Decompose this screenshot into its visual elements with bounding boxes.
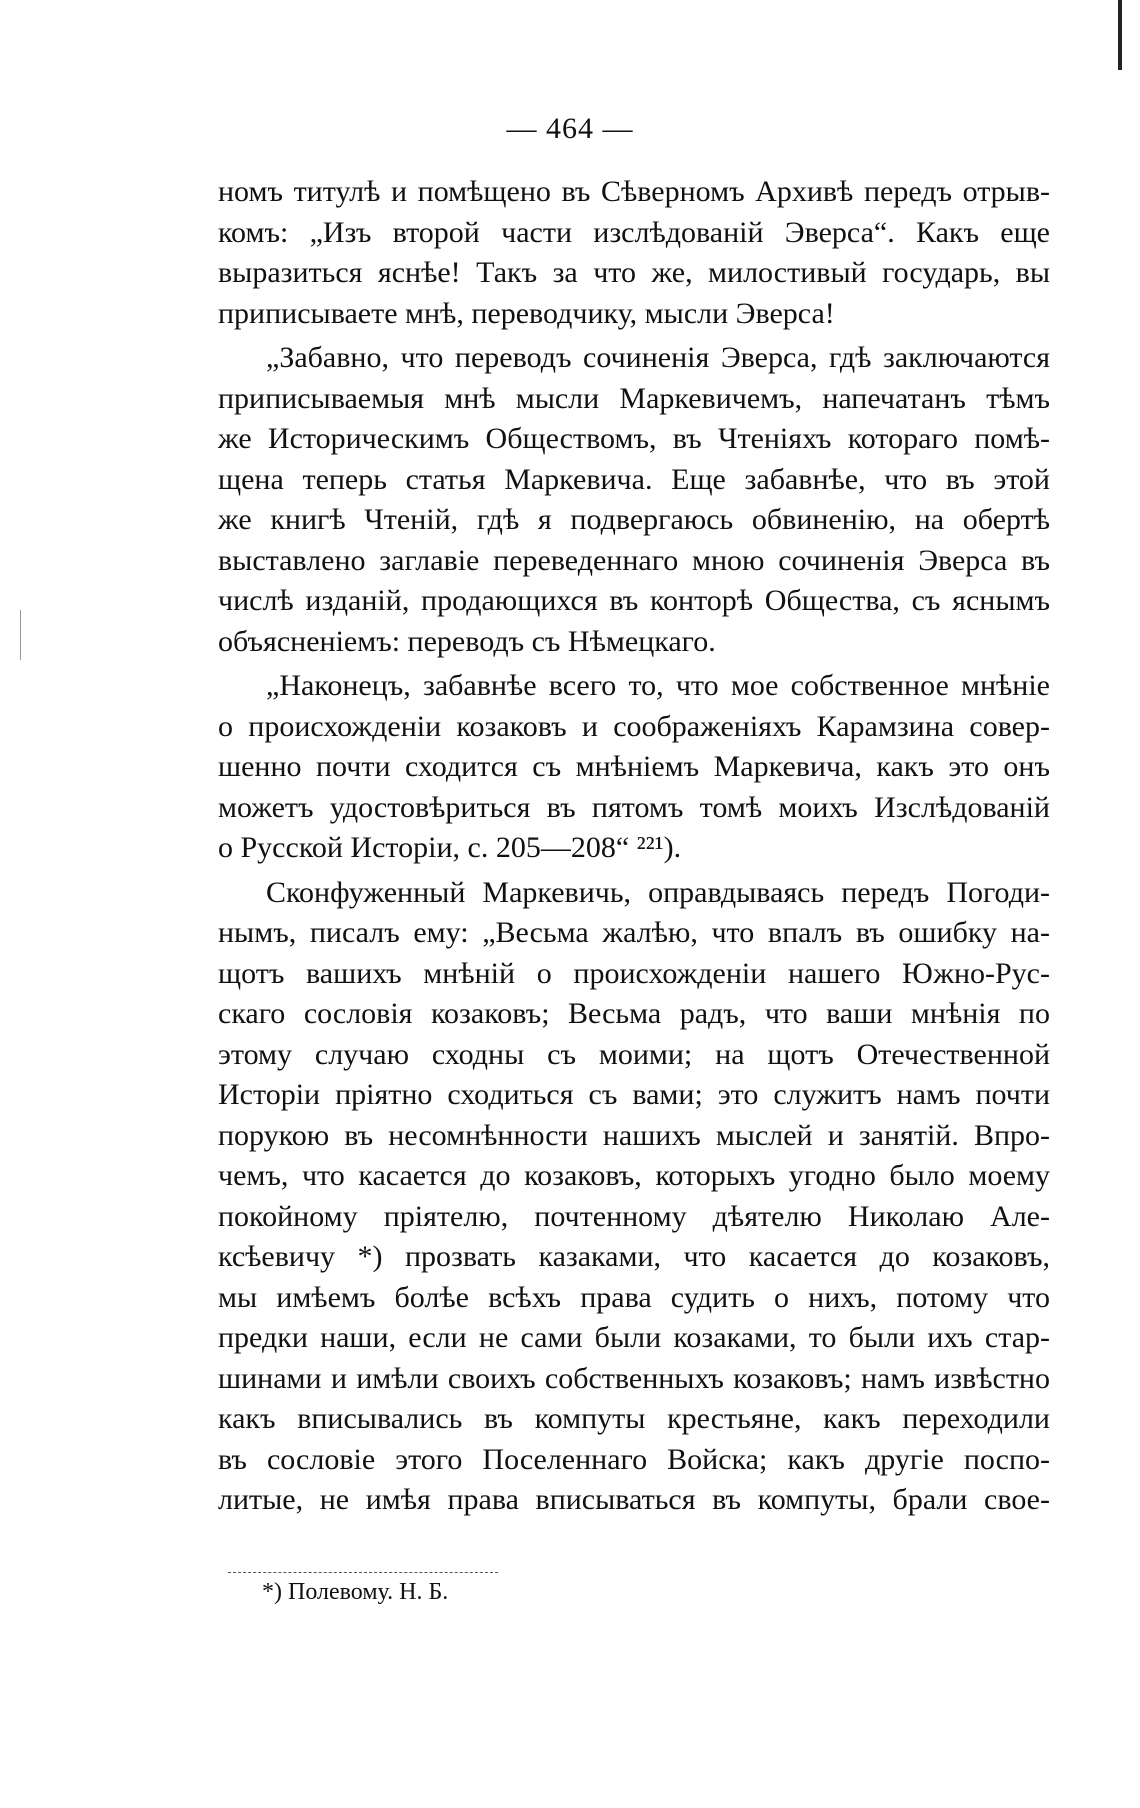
text-line: выставлено заглавіе переведеннаго мною сочиненія Эверса въ bbox=[218, 543, 1050, 577]
margin-mark bbox=[20, 610, 21, 660]
text-line: чемъ, что касается до козаковъ, которыхъ угодно было моему bbox=[218, 1159, 1050, 1192]
text-line: можетъ удостовѣриться въ пятомъ томѣ моихъ Изслѣдованій bbox=[218, 790, 1050, 824]
text-line: литые, не имѣя права вписываться въ компуты, брали свое- bbox=[218, 1483, 1050, 1516]
text-line: приписываете мнѣ, переводчику, мысли Эверса! bbox=[218, 296, 835, 330]
text-line: предки наши, если не сами были козаками, то были ихъ стар- bbox=[218, 1321, 1050, 1354]
text-line: скаго сословія козаковъ; Весьма радъ, что ваши мнѣнія по bbox=[218, 997, 1050, 1030]
text-line: ксѣевичу *) прозвать казаками, что касается до козаковъ, bbox=[218, 1240, 1050, 1273]
text-line: „Забавно, что переводъ сочиненія Эверса, гдѣ заключаются bbox=[266, 341, 1050, 374]
text-line: же книгѣ Чтеній, гдѣ я подвергаюсь обвиненію, на обертѣ bbox=[218, 503, 1050, 536]
text-line: комъ: „Изъ второй части изслѣдованій Эверса“. Какъ еще bbox=[218, 215, 1050, 249]
page-number: — 464 — bbox=[506, 112, 634, 145]
paragraph bbox=[218, 666, 1050, 869]
paragraph bbox=[218, 873, 1050, 1521]
text-line: нымъ, писалъ ему: „Весьма жалѣю, что впалъ въ ошибку на- bbox=[218, 916, 1050, 949]
text-line: порукою въ несомнѣнности нашихъ мыслей и занятій. Впро- bbox=[218, 1118, 1050, 1152]
text-line: щотъ вашихъ мнѣній о происхожденіи нашего Южно-Рус- bbox=[218, 956, 1050, 990]
text-line: въ сословіе этого Поселеннаго Войска; какъ другіе поспо- bbox=[218, 1442, 1050, 1476]
body-text bbox=[218, 172, 1050, 1525]
text-line: шенно почти сходится съ мнѣніемъ Маркевича, какъ это онъ bbox=[218, 750, 1050, 783]
text-line: объясненіемъ: переводъ съ Нѣмецкаго. bbox=[218, 624, 716, 658]
text-line: Сконфуженный Маркевичь, оправдываясь передъ Погоди- bbox=[266, 875, 1050, 909]
text-line: приписываемыя мнѣ мысли Маркевичемъ, напечатанъ тѣмъ bbox=[218, 381, 1050, 415]
text-line: Исторіи пріятно сходиться съ вами; это служитъ намъ почти bbox=[218, 1078, 1050, 1111]
text-line: этому случаю сходны съ моими; на щотъ Отечественной bbox=[218, 1037, 1050, 1071]
text-line: щена теперь статья Маркевича. Еще забавнѣе, что въ этой bbox=[218, 462, 1050, 496]
text-line: выразиться яснѣе! Такъ за что же, милостивый государь, вы bbox=[218, 256, 1050, 289]
footnote: *) Полевому. Н. Б. bbox=[262, 1579, 449, 1605]
paragraph bbox=[218, 338, 1050, 662]
paragraph bbox=[218, 172, 1050, 334]
text-line: же Историческимъ Обществомъ, въ Чтеніяхъ котораго помѣ- bbox=[218, 422, 1050, 455]
text-line: шинами и имѣли своихъ собственныхъ козаковъ; намъ извѣстно bbox=[218, 1361, 1050, 1395]
text-line: покойному пріятелю, почтенному дѣятелю Николаю Але- bbox=[218, 1199, 1050, 1233]
text-line: о Русской Исторіи, с. 205—208“ ²²¹). bbox=[218, 831, 682, 864]
text-line: какъ вписывались въ компуты крестьяне, какъ переходили bbox=[218, 1402, 1050, 1435]
text-line: мы имѣемъ болѣе всѣхъ права судить о нихъ, потому что bbox=[218, 1280, 1050, 1314]
text-line: о происхожденіи козаковъ и соображеніяхъ Карамзина совер- bbox=[218, 709, 1050, 743]
text-line: номъ титулѣ и помѣщено въ Сѣверномъ Архивѣ передъ отрыв- bbox=[218, 175, 1050, 208]
text-line: „Наконецъ, забавнѣе всего то, что мое собственное мнѣніе bbox=[266, 669, 1050, 702]
footnote-separator bbox=[228, 1572, 498, 1573]
page-edge-mark bbox=[1118, 0, 1122, 70]
text-line: числѣ изданій, продающихся въ конторѣ Общества, съ яснымъ bbox=[218, 584, 1050, 617]
